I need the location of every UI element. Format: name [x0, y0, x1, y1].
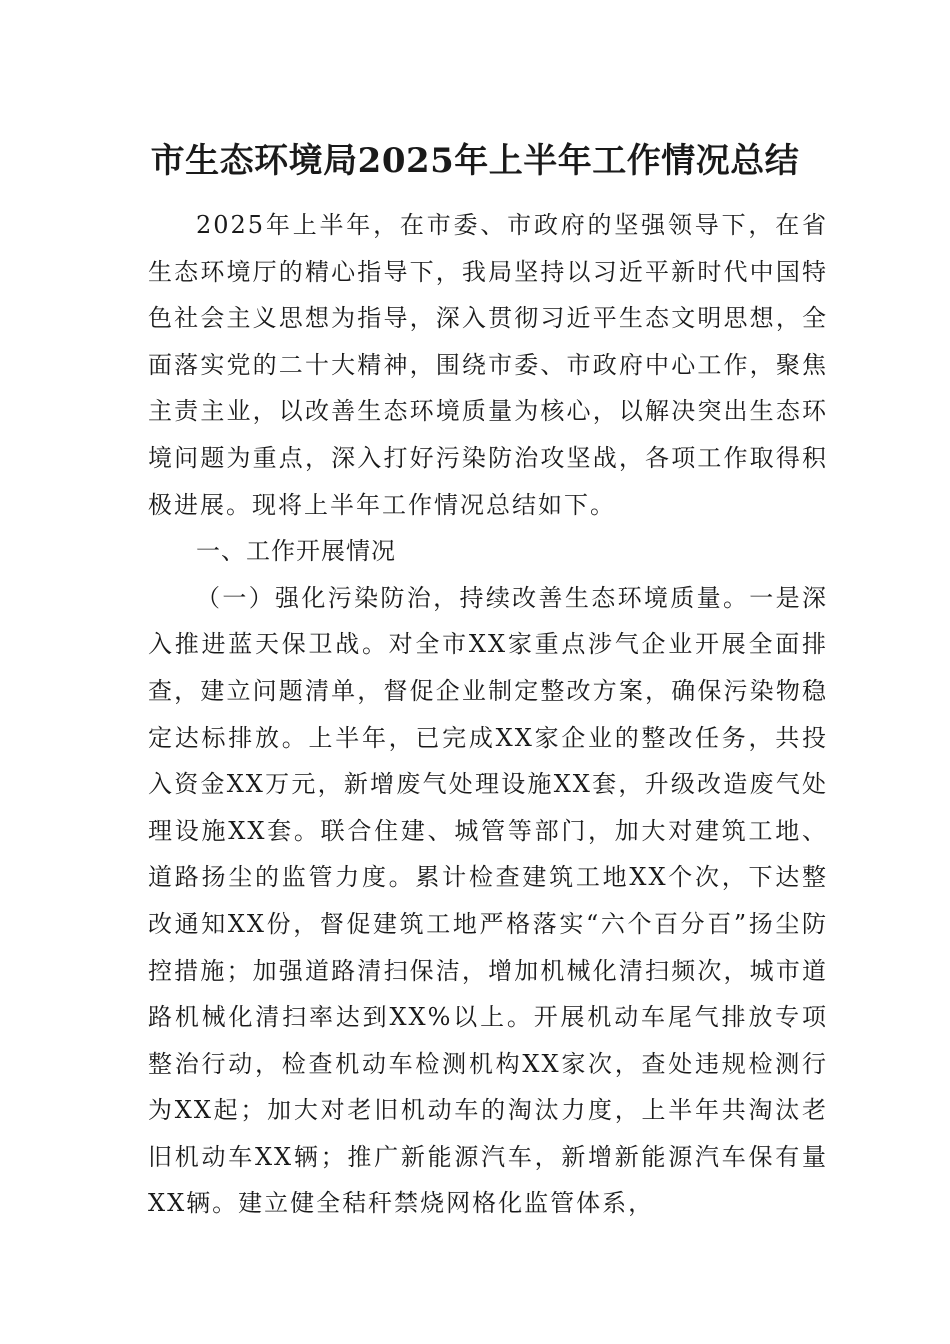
document-body — [148, 202, 828, 1227]
intro-paragraph: 2025年上半年，在市委、市政府的坚强领导下，在省生态环境厅的精心指导下，我局坚持以习近平新时代中国特色社会主义思想为指导，深入贯彻习近平生态文明思想，全面落实党的二十大精神，围绕市委、市政府中心工作，聚焦主责主业，以改善生态环境质量为核心，以解决突出生态环境问题为重点，深入打好污染防治攻坚战，各项工作取得积极进展。现将上半年工作情况总结如下。 — [148, 211, 828, 519]
document-title: 市生态环境局2025年上半年工作情况总结 — [150, 141, 800, 181]
body-paragraph: （一）强化污染防治，持续改善生态环境质量。一是深入推进蓝天保卫战。对全市XX家重点涉气企业开展全面排查，建立问题清单，督促企业制定整改方案，确保污染物稳定达标排放。上半年，已完成XX家企业的整改任务，共投入资金XX万元，新增废气处理设施XX套，升级改造废气处理设施XX套。联合住建、城管等部门，加大对建筑工地、道路扬尘的监管力度。累计检查建筑工地XX个次，下达整改通知XX份，督促建筑工地严格落实“六个百分百”扬尘防控措施；加强道路清扫保洁，增加机械化清扫频次，城市道路机械化清扫率达到XX%以上。开展机动车尾气排放专项整治行动，检查机动车检测机构XX家次，查处违规检测行为XX起；加大对老旧机动车的淘汰力度，上半年共淘汰老旧机动车XX辆；推广新能源汽车，新增新能源汽车保有量XX辆。建立健全秸秆禁烧网格化监管体系， — [148, 583, 828, 1218]
section-heading: 一、工作开展情况 — [196, 537, 396, 566]
